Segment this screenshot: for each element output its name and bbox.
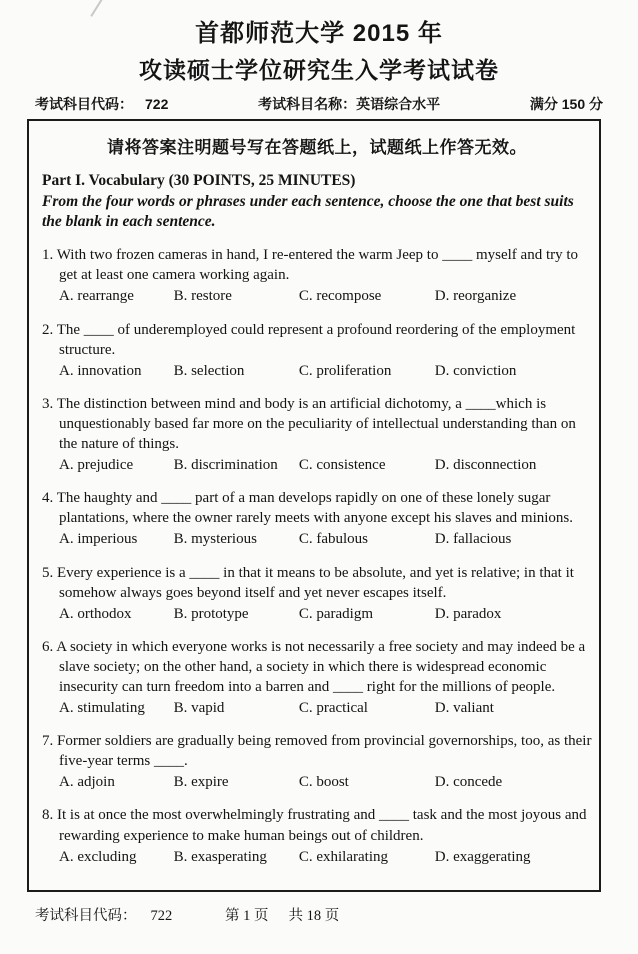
subject-code — [35, 94, 168, 114]
option-c: C. fabulous — [298, 531, 369, 548]
question-2-text — [42, 320, 592, 360]
question-1-options — [59, 286, 592, 306]
question-8-options — [59, 847, 592, 867]
option-a: A. adjoin — [59, 774, 115, 791]
question-8-text — [42, 805, 592, 845]
question-number: 7. — [42, 733, 54, 750]
option-c: C. paradigm — [298, 605, 373, 622]
footer-subject-code-value: 722 — [150, 907, 173, 924]
option-b: B. prototype — [173, 605, 249, 622]
question-4 — [42, 488, 592, 549]
answer-sheet-notice: 请将答案注明题号写在答题纸上，试题纸上作答无效。 — [107, 138, 527, 157]
total-pages: 共 18 页 — [288, 907, 340, 924]
option-b: B. mysterious — [173, 531, 257, 548]
question-4-text — [42, 488, 592, 528]
option-c: C. recompose — [298, 288, 382, 305]
option-d: D. valiant — [434, 700, 494, 717]
question-list — [42, 245, 592, 866]
subject-info-row — [35, 94, 603, 114]
question-2 — [42, 320, 592, 381]
subject-code-value: 722 — [145, 96, 169, 112]
option-c: C. practical — [298, 700, 368, 717]
question-6-options — [59, 698, 592, 718]
question-7-text — [42, 731, 592, 771]
question-3-options — [59, 455, 592, 475]
question-sentence: With two frozen cameras in hand, I re-entered the warm Jeep to ____ myself and try to get at least one camera working again. — [56, 247, 579, 284]
question-number: 4. — [42, 490, 54, 507]
exam-content-box — [27, 119, 601, 892]
question-5-options — [59, 604, 592, 624]
exam-paper-title: 攻读硕士学位研究生入学考试试卷 — [139, 57, 499, 83]
current-page: 第 1 页 — [225, 907, 269, 924]
question-3-text — [42, 394, 592, 454]
exam-header — [0, 0, 638, 114]
option-b: B. selection — [173, 362, 245, 379]
question-sentence: The haughty and ____ part of a man develops rapidly on one of these lonely sugar plantations, where the owner rarely meets with anyone except his slaves and minions. — [56, 490, 574, 527]
option-b: B. restore — [173, 288, 232, 305]
question-7-options — [59, 772, 592, 792]
question-number: 8. — [42, 807, 54, 824]
question-6-text — [42, 637, 592, 697]
subject-name-label: 考试科目名称： — [258, 96, 357, 112]
option-d: D. exaggerating — [434, 848, 531, 865]
question-3 — [42, 394, 592, 475]
question-sentence: Every experience is a ____ in that it means to be absolute, and yet is relative; in that it somehow always goes beyond itself and yet never escapes itself. — [57, 564, 574, 601]
option-d: D. disconnection — [434, 457, 537, 474]
footer-subject-code-label: 考试科目代码： — [35, 907, 137, 924]
part1-instruction: From the four words or phrases under each sentence, choose the one that best suits the blank in each sentence. — [42, 193, 574, 231]
question-8 — [42, 805, 592, 866]
question-7 — [42, 731, 592, 792]
question-5-text — [42, 563, 592, 603]
option-a: A. prejudice — [59, 457, 134, 474]
option-d: D. concede — [434, 774, 503, 791]
question-6 — [42, 637, 592, 718]
option-a: A. orthodox — [59, 605, 132, 622]
question-sentence: It is at once the most overwhelmingly frustrating and ____ task and the most joyous and rewarding experience to make human beings out of children. — [57, 807, 587, 844]
question-2-options — [59, 361, 592, 381]
option-d: D. paradox — [434, 605, 502, 622]
question-number: 1. — [42, 247, 54, 264]
option-a: A. innovation — [59, 362, 142, 379]
subject-name-value: 英语综合水平 — [356, 96, 441, 112]
subject-code-label: 考试科目代码： — [35, 96, 133, 112]
question-sentence: The distinction between mind and body is an artificial dichotomy, a ____which is unquestionably based far more on the peculiarity of intellectual understanding than on the nature of things. — [56, 395, 576, 453]
question-number: 5. — [42, 564, 54, 581]
question-1-text — [42, 245, 592, 285]
option-a: A. stimulating — [59, 700, 145, 717]
full-score: 满分 150 分 — [529, 96, 603, 112]
question-number: 3. — [42, 395, 54, 412]
page-number-info — [225, 904, 339, 925]
option-b: B. exasperating — [173, 848, 267, 865]
university-year-title: 首都师范大学 2015 年 — [195, 20, 443, 47]
subject-name — [258, 94, 440, 114]
option-b: B. vapid — [173, 700, 225, 717]
option-c: C. consistence — [298, 457, 386, 474]
question-number: 6. — [42, 638, 54, 655]
option-a: A. rearrange — [59, 288, 134, 305]
option-d: D. conviction — [434, 362, 517, 379]
question-sentence: Former soldiers are gradually being removed from provincial governorships, too, as their five-year terms ____. — [57, 733, 592, 770]
question-sentence: A society in which everyone works is not necessarily a free society and may indeed be a slave society; on the other hand, a society in which there is widespread economic insecurity can turn freedom into a barren and ____ right for the millions of people. — [56, 638, 586, 695]
option-c: C. exhilarating — [298, 848, 388, 865]
question-5 — [42, 563, 592, 624]
question-sentence: The ____ of underemployed could represent a profound reordering of the employment structure. — [56, 321, 576, 358]
option-a: A. imperious — [59, 531, 138, 548]
option-b: B. expire — [173, 774, 229, 791]
question-1 — [42, 245, 592, 306]
option-b: B. discrimination — [173, 457, 278, 474]
option-c: C. boost — [298, 774, 349, 791]
question-4-options — [59, 529, 592, 549]
page-footer — [35, 904, 603, 925]
question-number: 2. — [42, 321, 54, 338]
part1-heading: Part I. Vocabulary (30 POINTS, 25 MINUTES) — [42, 172, 356, 189]
option-a: A. excluding — [59, 848, 137, 865]
option-d: D. fallacious — [434, 531, 512, 548]
option-d: D. reorganize — [434, 288, 517, 305]
option-c: C. proliferation — [298, 362, 392, 379]
